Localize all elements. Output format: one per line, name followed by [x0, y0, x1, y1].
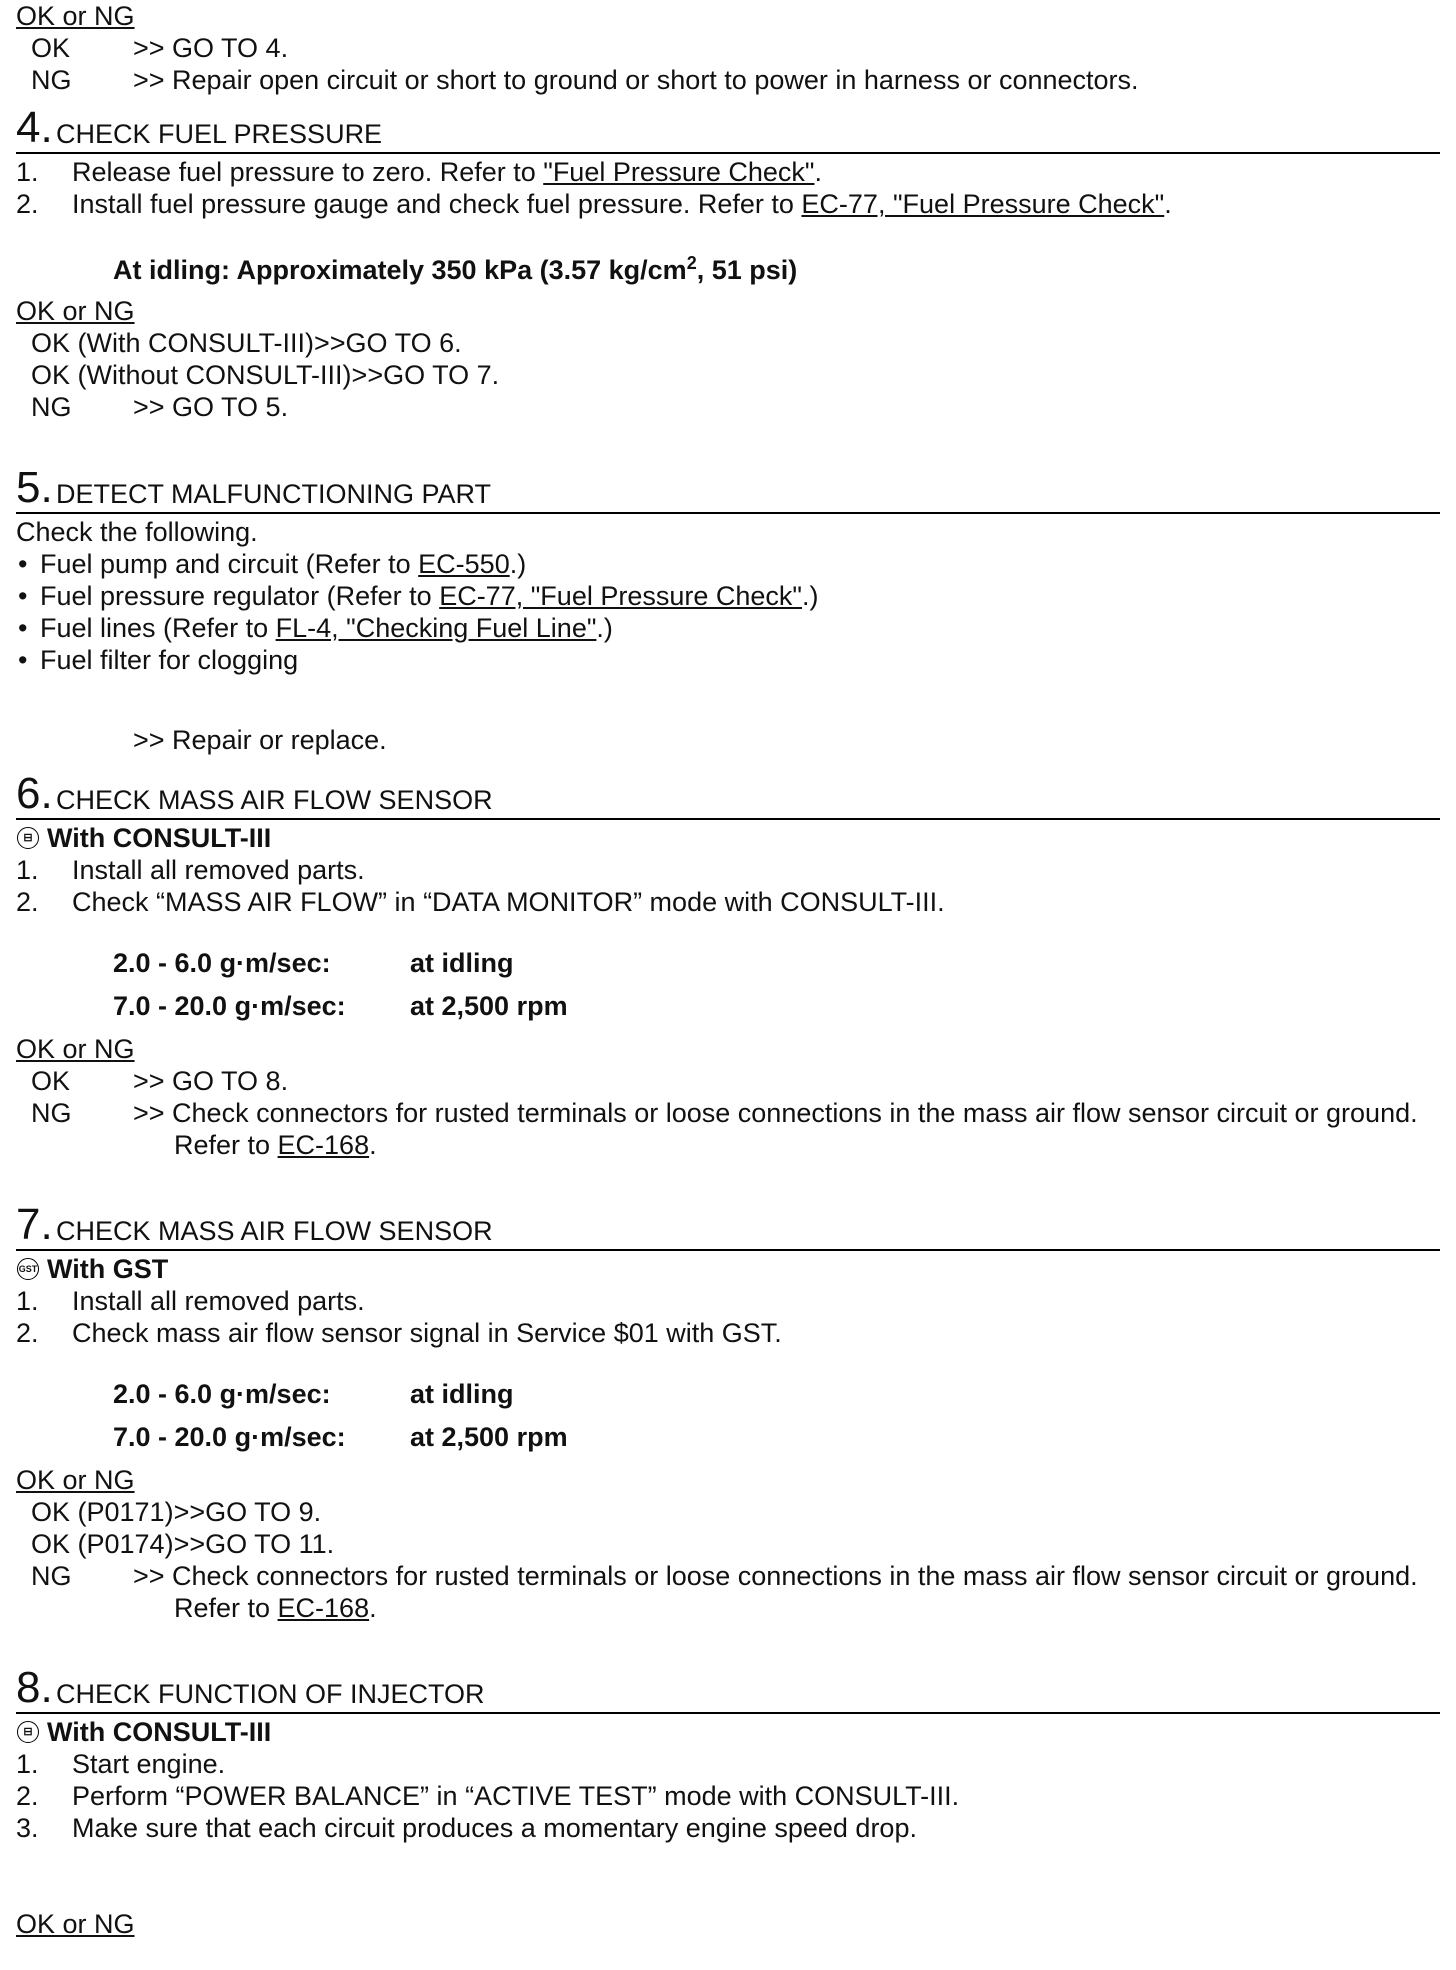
step-number: 8. [16, 1663, 53, 1712]
spec-key: 7.0 - 20.0 g·m/sec: [113, 1421, 346, 1452]
consult-iii-icon: ⊟ [17, 827, 39, 849]
check-list [16, 548, 1440, 676]
spec-text: , 51 psi) [696, 255, 798, 285]
item-text: Fuel filter for clogging [40, 645, 299, 675]
result-ok [16, 359, 1440, 391]
item-text: Install all removed parts. [72, 1286, 365, 1316]
item-number: 1. [16, 855, 39, 885]
table-row [113, 1372, 568, 1415]
ok-or-ng-heading: OK or NG [16, 296, 135, 326]
item-text: Fuel lines (Refer to [40, 613, 276, 643]
spec-value: at 2,500 rpm [410, 990, 568, 1021]
list-item [16, 156, 1440, 188]
step-heading [16, 463, 1440, 514]
result-code: OK [31, 1066, 71, 1096]
list-item [16, 548, 1440, 580]
step-heading [16, 1663, 1440, 1714]
spec-text: At idling: Approximately 350 kPa (3.57 kg/cm [113, 255, 687, 285]
item-text: Fuel pump and circuit (Refer to [40, 549, 419, 579]
item-number: 3. [16, 1813, 39, 1843]
item-text: Start engine. [72, 1749, 226, 1779]
mode-label [16, 1253, 1440, 1285]
result-text: OK (P0174)>>GO TO 11. [31, 1529, 335, 1559]
item-end: . [814, 157, 823, 187]
list-item [16, 580, 1440, 612]
step-heading [16, 1200, 1440, 1251]
result-text: OK (Without CONSULT-III)>>GO TO 7. [31, 360, 500, 390]
mode-text: With CONSULT-III [47, 1717, 272, 1747]
result-text [133, 1560, 1440, 1624]
mode-label [16, 1716, 1440, 1748]
ok-or-ng-heading: OK or NG [16, 1, 135, 31]
step-number: 4. [16, 103, 53, 152]
result-ng [16, 1560, 1440, 1624]
list-item [16, 854, 1440, 886]
result-ok [16, 1528, 1440, 1560]
ok-or-ng-heading: OK or NG [16, 1465, 135, 1495]
gst-icon: GST [17, 1258, 39, 1280]
item-text: Check mass air flow sensor signal in Service $01 with GST. [72, 1318, 782, 1348]
item-number: 1. [16, 1749, 39, 1779]
result-code: NG [31, 1098, 72, 1128]
list-item [16, 1780, 1440, 1812]
list-item [16, 1812, 1440, 1844]
item-number: 1. [16, 1286, 39, 1316]
intro-text: Check the following. [16, 517, 258, 547]
item-text: Install fuel pressure gauge and check fuel pressure. Refer to [72, 189, 802, 219]
item-end: .) [596, 613, 613, 643]
mode-text: With CONSULT-III [47, 823, 272, 853]
spec-superscript: 2 [686, 253, 697, 273]
step-7 [16, 1200, 1440, 1624]
step-heading [16, 769, 1440, 820]
step-4 [16, 103, 1440, 423]
result-text: >> GO TO 5. [133, 392, 289, 422]
result-text: >> GO TO 8. [133, 1066, 289, 1096]
fl-4-link[interactable]: FL-4, "Checking Fuel Line" [275, 613, 597, 643]
list-item [16, 1317, 1440, 1349]
item-number: 2. [16, 1781, 39, 1811]
result-text: OK (With CONSULT-III)>>GO TO 6. [31, 328, 462, 358]
spec-table [113, 1372, 568, 1458]
list-item [16, 188, 1440, 220]
ok-or-ng-heading: OK or NG [16, 1909, 135, 1939]
list-item [16, 1285, 1440, 1317]
ec-168-link[interactable]: EC-168 [277, 1130, 370, 1160]
step-heading [16, 103, 1440, 154]
item-number: 2. [16, 887, 39, 917]
result-ok [16, 1496, 1440, 1528]
spec-key: 2.0 - 6.0 g·m/sec: [113, 947, 331, 978]
result-ok [16, 1065, 1440, 1097]
result-code: NG [31, 65, 72, 95]
result [16, 724, 1440, 756]
table-row [113, 1415, 568, 1458]
step-title: CHECK FUEL PRESSURE [56, 119, 383, 149]
result-text: OK (P0171)>>GO TO 9. [31, 1497, 322, 1527]
list-item [16, 612, 1440, 644]
item-number: 1. [16, 157, 39, 187]
result-text: >> GO TO 4. [133, 33, 289, 63]
mode-label [16, 822, 1440, 854]
ec-168-link[interactable]: EC-168 [277, 1593, 370, 1623]
result-ok [16, 327, 1440, 359]
fuel-pressure-check-link[interactable]: "Fuel Pressure Check" [543, 157, 815, 187]
table-row [113, 984, 568, 1027]
item-text: Perform “POWER BALANCE” in “ACTIVE TEST” mode with CONSULT-III. [72, 1781, 960, 1811]
ok-or-ng-heading: OK or NG [16, 1034, 135, 1064]
spec-value: at 2,500 rpm [410, 1421, 568, 1452]
spec-value: at idling [410, 947, 514, 978]
step-8 [16, 1663, 1440, 1940]
item-end: .) [509, 549, 527, 579]
step-6 [16, 769, 1440, 1161]
spec-table [113, 941, 568, 1027]
consult-iii-icon: ⊟ [17, 1721, 39, 1743]
step-title: CHECK MASS AIR FLOW SENSOR [56, 1216, 493, 1246]
result-text [133, 1097, 1440, 1161]
mode-text: With GST [47, 1254, 169, 1284]
step-instructions [16, 854, 1440, 918]
list-item [16, 886, 1440, 918]
spec-key: 2.0 - 6.0 g·m/sec: [113, 1378, 331, 1409]
step-5 [16, 463, 1440, 756]
item-text: Fuel pressure regulator (Refer to [40, 581, 440, 611]
result-ng [16, 64, 1440, 96]
spec-fuel-pressure [16, 249, 1440, 292]
item-end: . [1164, 189, 1172, 219]
item-number: 2. [16, 189, 39, 219]
item-end: .) [802, 581, 819, 611]
result-text: >> Repair open circuit or short to ground or short to power in harness or connectors. [133, 65, 1139, 95]
ec-550-link[interactable]: EC-550 [418, 549, 510, 579]
step-number: 6. [16, 769, 53, 818]
result-ng [16, 1097, 1440, 1161]
list-item [16, 644, 1440, 676]
spec-value: at idling [410, 1378, 514, 1409]
result-ng [16, 391, 1440, 423]
item-text: Check “MASS AIR FLOW” in “DATA MONITOR” mode with CONSULT-III. [72, 887, 945, 917]
step-number: 7. [16, 1200, 53, 1249]
result-ok [16, 32, 1440, 64]
result-text-end: . [369, 1593, 377, 1623]
ec-77-link[interactable]: EC-77, "Fuel Pressure Check" [801, 189, 1165, 219]
item-text: Make sure that each circuit produces a momentary engine speed drop. [72, 1813, 917, 1843]
spec-key: 7.0 - 20.0 g·m/sec: [113, 990, 346, 1021]
result-text-part: >> Check connectors for rusted terminals or loose connections in the mass air flow sensor circuit or ground. Refer to [133, 1098, 1418, 1160]
ec-77-link[interactable]: EC-77, "Fuel Pressure Check" [439, 581, 802, 611]
step-title: DETECT MALFUNCTIONING PART [56, 479, 492, 509]
item-number: 2. [16, 1318, 39, 1348]
result-code: NG [31, 392, 72, 422]
item-text: Release fuel pressure to zero. Refer to [72, 157, 544, 187]
step-instructions [16, 1748, 1440, 1844]
step-title: CHECK MASS AIR FLOW SENSOR [56, 785, 493, 815]
item-text: Install all removed parts. [72, 855, 365, 885]
result-text: >> Repair or replace. [133, 725, 387, 755]
step-instructions [16, 1285, 1440, 1349]
result-text-end: . [369, 1130, 377, 1160]
result-text-part: >> Check connectors for rusted terminals or loose connections in the mass air flow sensor circuit or ground. Refer to [133, 1561, 1418, 1623]
result-code: NG [31, 1561, 72, 1591]
step-title: CHECK FUNCTION OF INJECTOR [56, 1679, 485, 1709]
table-row [113, 941, 568, 984]
step-instructions [16, 156, 1440, 220]
list-item [16, 1748, 1440, 1780]
step-number: 5. [16, 463, 53, 512]
result-code: OK [31, 33, 71, 63]
